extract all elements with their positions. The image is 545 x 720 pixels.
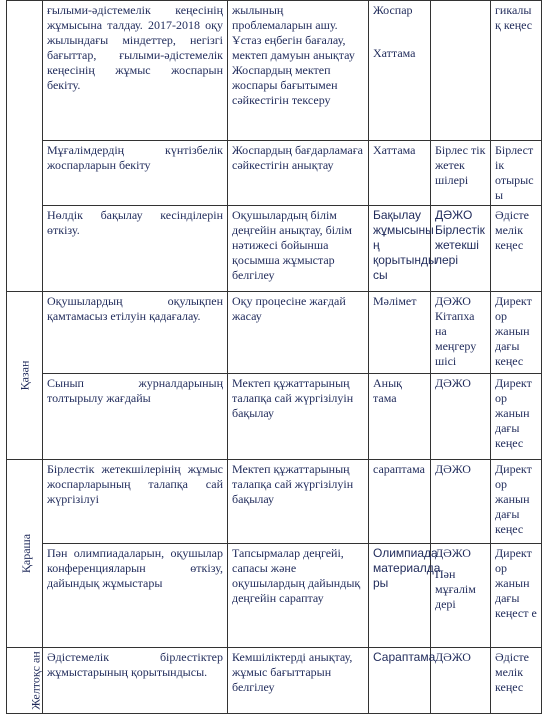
result-cell: Бірлест ік отырыс ы	[491, 141, 542, 206]
responsible-cell: ДӘЖО	[431, 460, 491, 544]
responsible-text: Пән мұғалім дері	[435, 567, 476, 611]
table-row	[7, 206, 542, 292]
table-row	[7, 648, 542, 714]
result-cell: Директ ор жанын дағы кеңес	[491, 460, 542, 544]
work-plan-table	[6, 0, 542, 714]
responsible-cell: Бірлес тік жетек шілері	[431, 141, 491, 206]
purpose-cell: Жоспардың бағдарламаға сәйкестігін анықтау	[228, 141, 369, 206]
form-cell: сараптама	[369, 460, 431, 544]
responsible-cell	[431, 1, 491, 141]
result-cell: Әдісте мелік кеңес	[491, 206, 542, 292]
month-label: Желтоқс ан	[28, 651, 43, 710]
responsible-cell: ДӘЖО Кітапха на меңгеру шісі	[431, 292, 491, 374]
form-cell: Бақылау жұмысыны ң қорытынды сы	[369, 206, 431, 292]
form-cell: Анық тама	[369, 374, 431, 460]
result-cell: Директ ор жанын дағы кеңест е	[491, 544, 542, 648]
month-cell-november	[7, 460, 43, 648]
form-cell: Хаттама	[369, 141, 431, 206]
purpose-cell: Кемшіліктерді анықтау, жұмыс бағыттарын белгілеу	[228, 648, 369, 714]
month-cell-empty	[7, 1, 43, 292]
purpose-cell: Мектеп құжаттарының талапқа сай жүргізілуін бақылау	[228, 460, 369, 544]
topic-cell: Пән олимпиадаларын, оқушылар конференцияларын өткізу, дайындық жұмыстары	[43, 544, 228, 648]
result-cell: гикалы қ кеңес	[491, 1, 542, 141]
purpose-cell: Оқушылардың білім деңгейін анықтау, білім нәтижесі бойынша қосымша жұмыстар белгілеу	[228, 206, 369, 292]
topic-cell: ғылыми-әдістемелік кеңесінің жұмысына талдау. 2017-2018 оқу жылындағы міндеттер, негізгі бағыттар, ғылыми-әдістемелік кеңесінің жұмыс жоспарын бекіту.	[43, 1, 228, 141]
responsible-cell: ДӘЖО Бірлестік жетекші лері	[431, 206, 491, 292]
result-cell: Әдісте мелік кеңес	[491, 648, 542, 714]
topic-cell: Оқушылардың оқулықпен қамтамасыз етілуін қадағалау.	[43, 292, 228, 374]
result-cell: Директ ор жанын дағы кеңес	[491, 374, 542, 460]
table-row	[7, 460, 542, 544]
form-cell: Мәлімет	[369, 292, 431, 374]
purpose-cell: Оқу процесіне жағдай жасау	[228, 292, 369, 374]
month-label: Қараша	[19, 533, 34, 574]
responsible-cell: ДӘЖО	[431, 374, 491, 460]
form-text: Хаттама	[373, 46, 416, 60]
month-label: Қазан	[16, 360, 31, 391]
form-cell	[369, 1, 431, 141]
table-row	[7, 374, 542, 460]
form-text: Жоспар	[373, 3, 413, 17]
table-row	[7, 292, 542, 374]
responsible-cell	[431, 544, 491, 648]
topic-cell: Бірлестік жетекшілерінің жұмыс жоспарларының талапқа сай жүргізілуі	[43, 460, 228, 544]
topic-cell: Сынып журналдарының толтырылу жағдайы	[43, 374, 228, 460]
topic-cell: Мұғалімдердің күнтізбелік жоспарларын бекіту	[43, 141, 228, 206]
responsible-text: ДӘЖО	[435, 546, 471, 560]
topic-cell: Әдістемелік бірлестіктер жұмыстарының қорытындысы.	[43, 648, 228, 714]
form-cell: Сараптама	[369, 648, 431, 714]
table-row	[7, 1, 542, 141]
topic-cell: Нөлдік бақылау кесінділерін өткізу.	[43, 206, 228, 292]
month-cell-december	[7, 648, 43, 714]
month-cell-october	[7, 292, 43, 460]
purpose-cell: Мектеп құжаттарының талапқа сай жүргізілуін бақылау	[228, 374, 369, 460]
result-cell: Директ ор жанын дағы кеңес	[491, 292, 542, 374]
purpose-cell: жылының проблемаларын ашу. Ұстаз еңбегін бағалау, мектеп дамуын анықтау Жоспардың мектеп жоспары бағытымен сәйкестігін тексеру	[228, 1, 369, 141]
table-row	[7, 141, 542, 206]
table-row	[7, 544, 542, 648]
responsible-cell: ДӘЖО	[431, 648, 491, 714]
form-cell: Олимпиада материалда ры	[369, 544, 431, 648]
purpose-cell: Тапсырмалар деңгейі, сапасы және оқушылардың дайындық деңгейін сараптау	[228, 544, 369, 648]
